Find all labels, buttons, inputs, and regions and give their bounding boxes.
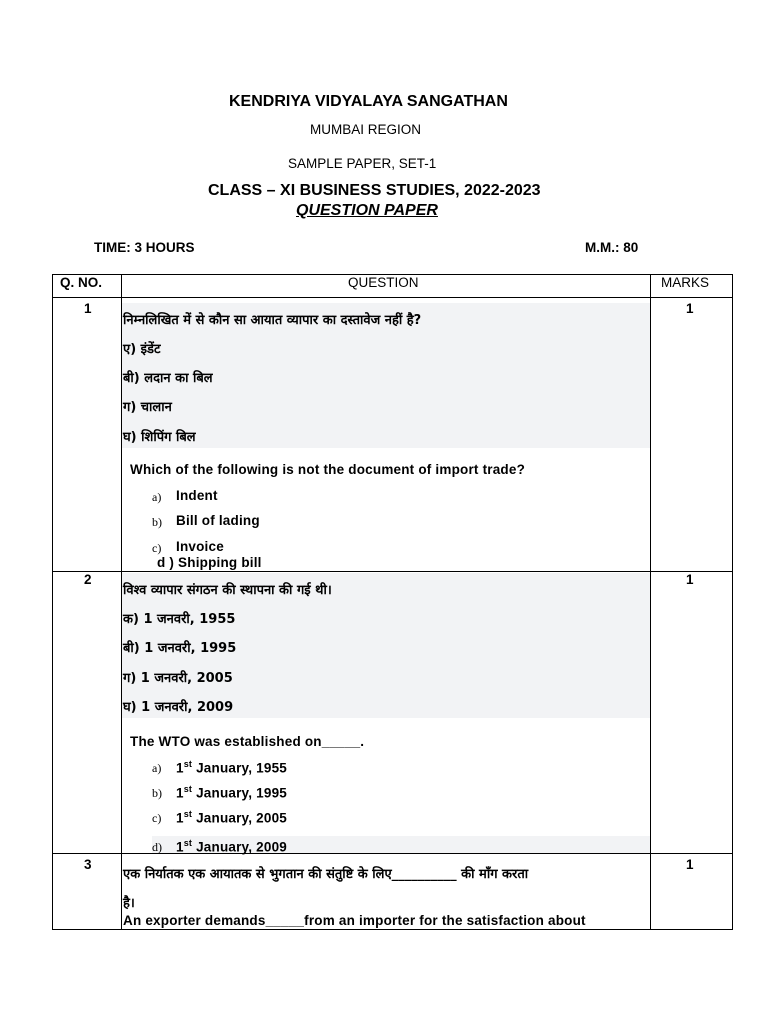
q3-number: 3 xyxy=(84,857,92,872)
q1-number: 1 xyxy=(84,301,92,316)
q2-option-c: 1st January, 2005 xyxy=(176,809,287,826)
q2-option-d-letter: d) xyxy=(152,840,162,854)
col-header-marks: MARKS xyxy=(661,275,710,290)
q1-hindi-option-c: ग) चालान xyxy=(123,400,172,415)
class-title: CLASS – XI BUSINESS STUDIES, 2022-2023 xyxy=(208,182,541,199)
q1-option-a: Indent xyxy=(176,488,218,503)
q1-option-c-letter: c) xyxy=(152,541,162,555)
q2-number: 2 xyxy=(84,572,92,587)
q3-hindi-question-line1: एक निर्यातक एक आयातक से भुगतान की संतुष्टि के लिए__________ की माँग करता xyxy=(123,867,529,882)
q1-hindi-option-d: घ) शिपिंग बिल xyxy=(123,430,196,445)
q3-hindi-question-line2: है। xyxy=(123,896,135,911)
q3-english-question: An exporter demands_____from an importer for the satisfaction about xyxy=(123,913,586,928)
paper-title: QUESTION PAPER xyxy=(296,202,438,219)
q2-hindi-option-c: ग) 1 जनवरी, 2005 xyxy=(123,671,233,686)
col-header-question: QUESTION xyxy=(348,275,419,290)
q2-option-b-letter: b) xyxy=(152,786,162,800)
q1-marks: 1 xyxy=(686,301,694,316)
q2-hindi-option-d: घ) 1 जनवरी, 2009 xyxy=(123,700,234,715)
q1-english-question: Which of the following is not the document of import trade? xyxy=(130,462,526,477)
q1-hindi-option-a: ए) इंडेंट xyxy=(123,342,161,357)
region-title: MUMBAI REGION xyxy=(310,122,422,137)
q1-option-d: d ) Shipping bill xyxy=(157,555,262,570)
q2-option-a-letter: a) xyxy=(152,761,162,775)
q1-hindi-option-b: बी) लदान का बिल xyxy=(123,371,213,386)
q2-hindi-option-b: बी) 1 जनवरी, 1995 xyxy=(123,641,237,656)
org-title: KENDRIYA VIDYALAYA SANGATHAN xyxy=(229,93,508,110)
set-title: SAMPLE PAPER, SET-1 xyxy=(288,156,437,171)
q2-hindi-option-a: क) 1 जनवरी, 1955 xyxy=(123,612,236,627)
q2-english-question: The WTO was established on_____. xyxy=(130,734,365,749)
q2-option-d: 1st January, 2009 xyxy=(176,838,287,855)
time-label: TIME: 3 HOURS xyxy=(94,240,195,255)
q2-hindi-question: विश्व व्यापार संगठन की स्थापना की गई थी। xyxy=(123,583,332,598)
q1-option-a-letter: a) xyxy=(152,490,162,504)
max-marks-label: M.M.: 80 xyxy=(585,240,639,255)
q2-option-a: 1st January, 1955 xyxy=(176,759,287,776)
q2-marks: 1 xyxy=(686,572,694,587)
q1-option-c: Invoice xyxy=(176,539,224,554)
q1-option-b-letter: b) xyxy=(152,515,162,529)
q2-option-b: 1st January, 1995 xyxy=(176,784,287,801)
q3-marks: 1 xyxy=(686,857,694,872)
q1-option-b: Bill of lading xyxy=(176,513,260,528)
q2-option-c-letter: c) xyxy=(152,811,162,825)
col-header-qno: Q. NO. xyxy=(60,275,103,290)
q1-hindi-question: निम्नलिखित में से कौन सा आयात व्यापार का दस्तावेज नहीं है? xyxy=(123,313,422,328)
